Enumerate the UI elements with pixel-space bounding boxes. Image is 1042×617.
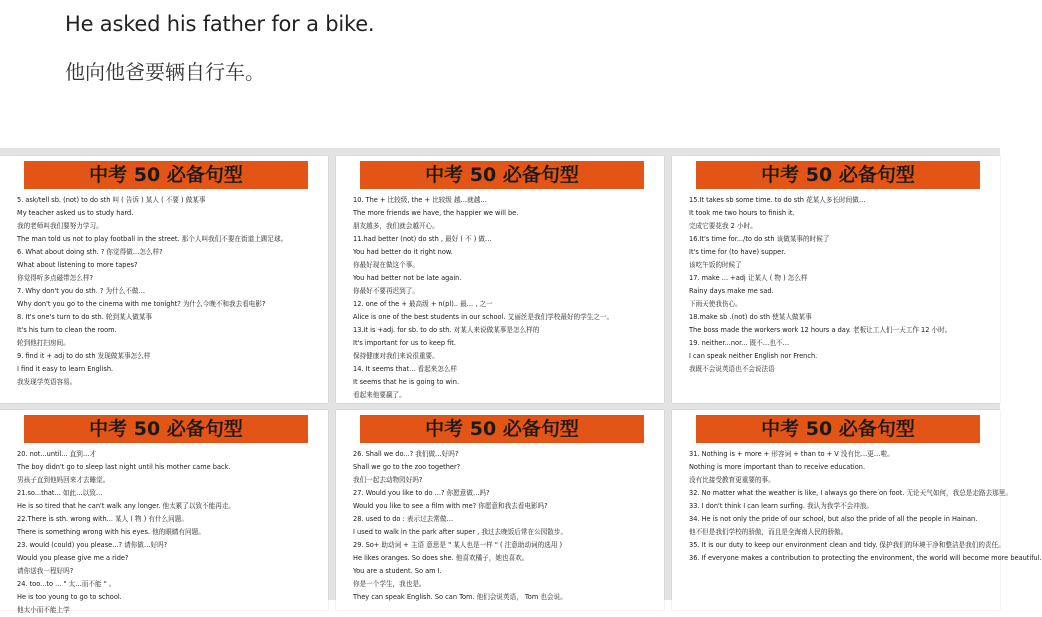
slide-text-line: It's important for us to keep fit. (353, 339, 456, 347)
slide-text-line: 我们一起去动物园好吗? (353, 476, 423, 484)
slide-text-line: Alice is one of the best students in our school. 艾丽丝是我们学校最好的学生之一。 (353, 313, 614, 321)
slide-text-line: 18.make sb .(not) do sth 使某人做某事 (689, 313, 812, 321)
slide-text-line: 没有比接受教育更重要的事。 (689, 476, 775, 484)
slide-text-line: 完成它要花我 2 小时。 (689, 222, 757, 230)
slide-text-line: Why don't you go to the cinema with me tonight? 为什么今晚不和我去看电影? (17, 300, 266, 308)
slide-text-line: 7. Why don't you do sth. ? 为什么不做… (17, 287, 146, 295)
slide-thumbnail[interactable] (0, 156, 328, 403)
slide-text-line: 35. It is our duty to keep our environment clean and tidy. 保护我们的环境干净和整洁是我们的责任。 (689, 541, 1005, 549)
slide-title: 中考 50 必备句型 (24, 161, 308, 189)
slide-text-line: 32. No matter what the weather is like, I always go there on foot. 无论天气如何，我总是走路去那里。 (689, 489, 1012, 497)
slide-text-line: You had better not be late again. (353, 274, 462, 282)
slide-text-line: 9. find it + adj to do sth 发现做某事怎么样 (17, 352, 151, 360)
slide-text-line: It took me two hours to finish it. (689, 209, 795, 217)
slide-text-line: 20. not...until... 直到…才 (17, 450, 97, 458)
slide-text-line: 下雨天使我伤心。 (689, 300, 742, 308)
sentence-chinese: 他向他爸要辆自行车。 (65, 60, 265, 84)
slide-text-line: 10. The + 比较级, the + 比较级 越…就越… (353, 196, 487, 204)
slide-text-line: 12. one of the + 最高级 + n(pl).. 最… , 之一 (353, 300, 493, 308)
slide-text-line: 他不但是我们学校的骄傲，而且是全海南人民的骄傲。 (689, 528, 848, 536)
slide-text-line: 请你送我一程好吗? (17, 567, 74, 575)
slide-text-line: 22.There is sth. wrong with... 某人 ( 物 ) 有什么问题。 (17, 515, 188, 523)
slide-text-line: I can speak neither English nor French. (689, 352, 818, 360)
slide-body (353, 448, 658, 604)
slide-thumbnail[interactable] (672, 410, 1042, 610)
sentence-english: He asked his father for a bike. (65, 12, 375, 36)
slide-text-line: 该吃午饭的时候了 (689, 261, 742, 269)
slide-text-line: 我的老师叫我们要努力学习。 (17, 222, 103, 230)
slide-text-line: 男孩子直到他妈回来才去睡觉。 (17, 476, 110, 484)
slide-text-line: The boy didn't go to sleep last night until his mother came back. (17, 463, 231, 471)
slide-text-line: You had better do it right now. (353, 248, 453, 256)
slide-text-line: 34. He is not only the pride of our school, but also the pride of all the people in Hainan. (689, 515, 978, 523)
slide-body (17, 448, 322, 617)
slide-text-line: 我发现学英语容易。 (17, 378, 77, 386)
slide-text-line: 17. make ... +adj 让某人 ( 物 ) 怎么样 (689, 274, 808, 282)
slide-text-line: 19. neither...nor... 既不…也不… (689, 339, 790, 347)
slide-text-line: Rainy days make me sad. (689, 287, 774, 295)
slide-text-line: There is something wrong with his eyes. 他的眼睛有问题。 (17, 528, 205, 536)
slide-text-line: 你觉得听多点磁带怎么样? (17, 274, 94, 282)
slide-text-line: 28. used to do : 表示过去常做… (353, 515, 454, 523)
slide-text-line: What about listening to more tapes? (17, 261, 138, 269)
slide-text-line: 5. ask/tell sb. (not) to do sth 叫 ( 告诉 ) 某人 ( 不要 ) 做某事 (17, 196, 206, 204)
slide-text-line: He is so tired that he can't walk any longer. 他太累了以致不能再走。 (17, 502, 236, 510)
slide-text-line: It seems that he is going to win. (353, 378, 460, 386)
slide-text-line: 24. too...to ... " 太…而不能 " 。 (17, 580, 116, 588)
slide-body (689, 194, 994, 376)
slide-text-line: 27. Would you like to do ...? 你愿意做…吗? (353, 489, 490, 497)
slide-text-line: You are a student. So am I. (353, 567, 442, 575)
slide-title: 中考 50 必备句型 (360, 161, 644, 189)
slide-thumbnail[interactable] (336, 410, 664, 610)
slide-text-line: 33. I don't think I can learn surfing. 我认为我学不会冲浪。 (689, 502, 873, 510)
slide-text-line: 15.It takes sb some time. to do sth 花某人多长时间做… (689, 196, 866, 204)
slide-thumbnail[interactable] (672, 156, 1000, 403)
slide-text-line: The man told us not to play football in the street. 那个人叫我们不要在街道上踢足球。 (17, 235, 288, 243)
slide-text-line: 21.so...that... 如此…以致… (17, 489, 103, 497)
slide-text-line: 31. Nothing is + more + 形容词 + than to + V 没有比…更…啦。 (689, 450, 894, 458)
slide-text-line: 我既不会说英语也不会说法语 (689, 365, 775, 373)
slide-text-line: I used to walk in the park after super , 我过去晚饭后常在公园散步。 (353, 528, 568, 536)
slide-text-line: 你最好不要再迟到了。 (353, 287, 419, 295)
slide-text-line: It's his turn to clean the room. (17, 326, 117, 334)
slide-text-line: Shall we go to the zoo together? (353, 463, 461, 471)
slide-text-line: My teacher asked us to study hard. (17, 209, 134, 217)
slide-text-line: The more friends we have, the happier we will be. (353, 209, 519, 217)
slide-text-line: 8. It's one's turn to do sth. 轮到某人做某事 (17, 313, 153, 321)
slide-text-line: 26. Shall we do...? 我们做…好吗? (353, 450, 459, 458)
slide-text-line: 36. If everyone makes a contribution to protecting the environment, the world will become more beautiful. (689, 554, 1042, 562)
slide-text-line: Would you please give me a ride? (17, 554, 129, 562)
slide-title: 中考 50 必备句型 (24, 415, 308, 443)
slide-thumbnail[interactable] (0, 410, 328, 614)
slide-text-line: 23. would (could) you please...? 请你做…好吗? (17, 541, 168, 549)
slide-text-line: It's time for (to have) supper. (689, 248, 786, 256)
slide-text-line: 你最好现在做这个事。 (353, 261, 419, 269)
slide-text-line: They can speak English. So can Tom. 他们会说英语， Tom 也会说。 (353, 593, 567, 601)
slide-body (689, 448, 1042, 565)
slide-title: 中考 50 必备句型 (696, 415, 980, 443)
slide-text-line: 14. It seems that... 看起来怎么样 (353, 365, 458, 373)
slide-title: 中考 50 必备句型 (696, 161, 980, 189)
slide-text-line: 29. So+ 助动词 + 主语 意思是 " 某人也是一样 " ( 注意助动词的选用 ) (353, 541, 563, 549)
slide-text-line: Nothing is more important than to receive education. (689, 463, 866, 471)
slide-grid (0, 148, 1042, 614)
slide-text-line: 朋友越多，我们就会越开心。 (353, 222, 439, 230)
slide-text-line: He is too young to go to school. (17, 593, 122, 601)
slide-text-line: 轮到他打扫房间。 (17, 339, 70, 347)
slide-body (17, 194, 322, 389)
slide-title: 中考 50 必备句型 (360, 415, 644, 443)
slide-text-line: The boss made the workers work 12 hours a day. 老板让工人们一天工作 12 小时。 (689, 326, 952, 334)
slide-text-line: 你是一个学生，我也是。 (353, 580, 426, 588)
slide-text-line: 11.had better (not) do sth , 最好 ( 不 ) 做… (353, 235, 492, 243)
slide-text-line: 16.It's time for.../to do sth 该做某事的时候了 (689, 235, 830, 243)
slide-text-line: I find it easy to learn English. (17, 365, 114, 373)
slide-body (353, 194, 658, 402)
slide-thumbnail[interactable] (336, 156, 664, 403)
slide-text-line: 看起来他要赢了。 (353, 391, 406, 399)
slide-text-line: Would you like to see a film with me? 你愿意和我去看电影吗? (353, 502, 548, 510)
slide-text-line: 他太小而不能上学 (17, 606, 70, 614)
slide-text-line: 13.It is +adj. for sb. to do sth. 对某人来说做某事是怎么样的 (353, 326, 540, 334)
slide-text-line: He likes oranges. So does she. 他喜欢橘子，她也喜欢。 (353, 554, 529, 562)
slide-text-line: 6. What about doing sth. ? 你觉得做…怎么样? (17, 248, 163, 256)
slide-text-line: 保持健康对我们来说很重要。 (353, 352, 439, 360)
